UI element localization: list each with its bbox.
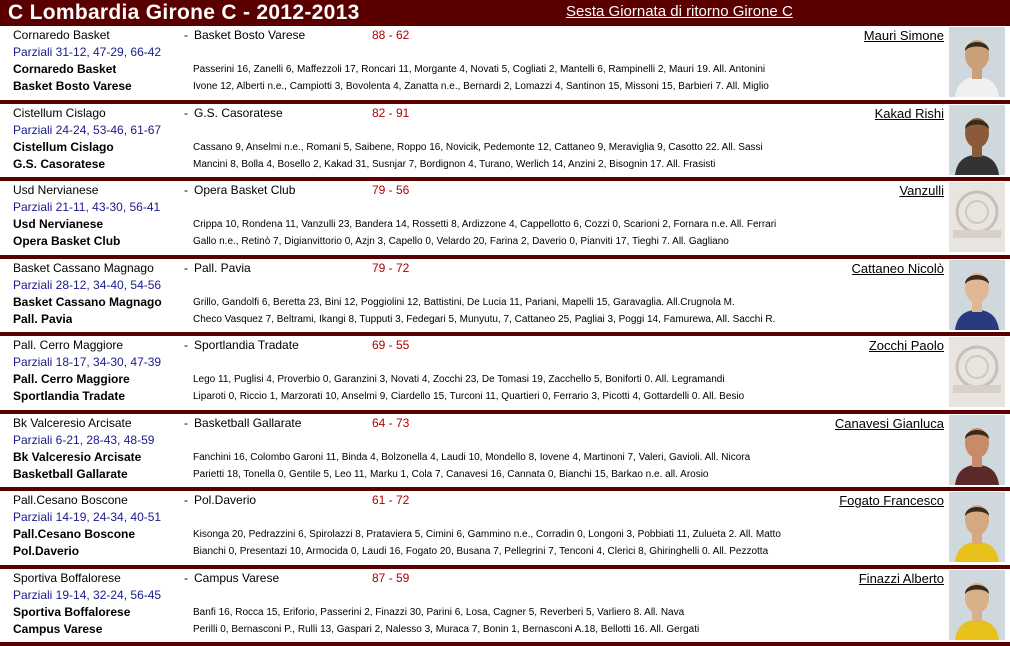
player-photo — [949, 260, 1005, 330]
away-team: Sportlandia Tradate — [194, 337, 299, 354]
quarter-scores: Parziali 31-12, 47-29, 66-42 — [13, 44, 161, 61]
mvp-link[interactable]: Vanzulli — [899, 182, 944, 199]
quarter-scores: Parziali 24-24, 53-46, 61-67 — [13, 122, 161, 139]
quarter-scores: Parziali 18-17, 34-30, 47-39 — [13, 354, 161, 371]
versus-dash: - — [184, 337, 188, 354]
game-block — [0, 104, 1010, 182]
away-team-name: Basketball Gallarate — [13, 466, 128, 483]
home-scorers: Grillo, Gandolfi 6, Beretta 23, Bini 12, Poggiolini 12, Battistini, De Lucia 11, Pariani, Mapelli 15, Garavaglia. All.Crugnola M. — [193, 294, 941, 311]
game-block — [0, 336, 1010, 414]
away-team: Basketball Gallarate — [194, 415, 301, 432]
away-team: G.S. Casoratese — [194, 105, 283, 122]
home-team: Usd Nervianese — [13, 182, 98, 199]
game-block — [0, 181, 1010, 259]
home-team-name: Sportiva Boffalorese — [13, 604, 130, 621]
mvp-link[interactable]: Finazzi Alberto — [859, 570, 944, 587]
home-team: Pall. Cerro Maggiore — [13, 337, 123, 354]
final-score: 79 - 72 — [372, 260, 409, 277]
final-score: 82 - 91 — [372, 105, 409, 122]
game-block — [0, 491, 1010, 569]
away-team: Opera Basket Club — [194, 182, 295, 199]
mvp-link[interactable]: Canavesi Gianluca — [835, 415, 944, 432]
final-score: 69 - 55 — [372, 337, 409, 354]
page-header — [0, 0, 1010, 26]
final-score: 87 - 59 — [372, 570, 409, 587]
home-team-name: Pall.Cesano Boscone — [13, 526, 135, 543]
home-team-name: Bk Valceresio Arcisate — [13, 449, 141, 466]
home-scorers: Kisonga 20, Pedrazzini 6, Spirolazzi 8, Prataviera 5, Cimini 6, Gammino n.e., Corradin 0, Longoni 3, Pobbiati 11, Zulueta 2. All. Matto — [193, 526, 941, 543]
away-scorers: Gallo n.e., Retinò 7, Digianvittorio 0, Azjn 3, Capello 0, Velardo 20, Farina 2, Daverio 0, Pianviti 17, Tieghi 7. All. Gagliano — [193, 233, 941, 250]
home-team-name: Pall. Cerro Maggiore — [13, 371, 130, 388]
away-scorers: Mancini 8, Bolla 4, Bosello 2, Kakad 31, Susnjar 7, Bordignon 4, Turano, Werlich 14, Anzini 2, Bisognin 17. All. Frasisti — [193, 156, 941, 173]
away-team: Basket Bosto Varese — [194, 27, 305, 44]
mvp-link[interactable]: Zocchi Paolo — [869, 337, 944, 354]
away-team-name: Pall. Pavia — [13, 311, 72, 328]
home-team: Cornaredo Basket — [13, 27, 110, 44]
home-scorers: Cassano 9, Anselmi n.e., Romani 5, Saibene, Roppo 16, Novicik, Pedemonte 12, Cattaneo 9, Meraviglia 9, Casotto 22. All. Sassi — [193, 139, 941, 156]
mvp-link[interactable]: Fogato Francesco — [839, 492, 944, 509]
home-team: Cistellum Cislago — [13, 105, 106, 122]
home-scorers: Fanchini 16, Colombo Garoni 11, Binda 4, Bolzonella 4, Laudi 10, Mondello 8, Iovene 4, Martinoni 7, Valeri, Gavioli. All. Nicora — [193, 449, 941, 466]
home-scorers: Lego 11, Puglisi 4, Proverbio 0, Garanzini 3, Novati 4, Zocchi 23, De Tomasi 19, Zacchello 5, Boniforti 0. All. Legramandi — [193, 371, 941, 388]
page-title: C Lombardia Girone C - 2012-2013 — [8, 1, 360, 25]
away-team-name: Campus Varese — [13, 621, 102, 638]
home-team-name: Cornaredo Basket — [13, 61, 116, 78]
versus-dash: - — [184, 570, 188, 587]
final-score: 61 - 72 — [372, 492, 409, 509]
versus-dash: - — [184, 182, 188, 199]
round-link[interactable]: Sesta Giornata di ritorno Girone C — [566, 3, 793, 20]
player-photo — [949, 105, 1005, 175]
home-team: Sportiva Boffalorese — [13, 570, 121, 587]
away-team-name: G.S. Casoratese — [13, 156, 105, 173]
away-team-name: Opera Basket Club — [13, 233, 120, 250]
home-team-name: Cistellum Cislago — [13, 139, 114, 156]
away-scorers: Bianchi 0, Presentazi 10, Armocida 0, Laudi 16, Fogato 20, Busana 7, Pellegrini 7, Tenconi 4, Clerici 8, Ghiringhelli 0. All. Pezzotta — [193, 543, 941, 560]
away-scorers: Ivone 12, Alberti n.e., Campiotti 3, Bovolenta 4, Zanatta n.e., Bernardi 2, Lomazzi 4, Santinon 15, Missoni 15, Barbieri 7. All. Miglio — [193, 78, 941, 95]
final-score: 79 - 56 — [372, 182, 409, 199]
player-photo — [949, 492, 1005, 562]
placeholder-logo-image — [949, 337, 1005, 407]
mvp-link[interactable]: Kakad Rishi — [875, 105, 944, 122]
away-team-name: Sportlandia Tradate — [13, 388, 125, 405]
final-score: 64 - 73 — [372, 415, 409, 432]
home-team: Basket Cassano Magnago — [13, 260, 154, 277]
home-team-name: Basket Cassano Magnago — [13, 294, 162, 311]
player-photo — [949, 415, 1005, 485]
versus-dash: - — [184, 415, 188, 432]
placeholder-logo-image — [949, 182, 1005, 252]
game-block — [0, 414, 1010, 492]
quarter-scores: Parziali 21-11, 43-30, 56-41 — [13, 199, 160, 216]
versus-dash: - — [184, 105, 188, 122]
away-scorers: Checo Vasquez 7, Beltrami, Ikangi 8, Tupputi 3, Fedegari 5, Munyutu, 7, Cattaneo 25, Pagliai 3, Poggi 14, Famurewa, All. Sacchi R. — [193, 311, 941, 328]
away-scorers: Parietti 18, Tonella 0, Gentile 5, Leo 11, Marku 1, Cola 7, Canavesi 16, Cannata 0, Bianchi 15, Barkao n.e. all. Arosio — [193, 466, 941, 483]
home-scorers: Banfi 16, Rocca 15, Eriforio, Passerini 2, Finazzi 30, Parini 6, Losa, Cagner 5, Reverberi 5, Varliero 8. All. Nava — [193, 604, 941, 621]
mvp-link[interactable]: Cattaneo Nicolò — [852, 260, 945, 277]
away-team-name: Basket Bosto Varese — [13, 78, 132, 95]
quarter-scores: Parziali 28-12, 34-40, 54-56 — [13, 277, 161, 294]
home-scorers: Passerini 16, Zanelli 6, Maffezzoli 17, Roncari 11, Morgante 4, Novati 5, Cogliati 2, Mantelli 6, Rampinelli 2, Mauri 19. All. Antonini — [193, 61, 941, 78]
quarter-scores: Parziali 6-21, 28-43, 48-59 — [13, 432, 154, 449]
away-team: Pol.Daverio — [194, 492, 256, 509]
versus-dash: - — [184, 27, 188, 44]
away-scorers: Perilli 0, Bernasconi P., Rulli 13, Gaspari 2, Nalesso 3, Muraca 7, Bonin 1, Bernasconi A.18, Bellotti 16. All. Gergati — [193, 621, 941, 638]
away-team: Campus Varese — [194, 570, 279, 587]
game-block — [0, 259, 1010, 337]
home-scorers: Crippa 10, Rondena 11, Vanzulli 23, Bandera 14, Rossetti 8, Ardizzone 4, Cappellotto 6, Cozzi 0, Scarioni 2, Fornara n.e. All. Ferrari — [193, 216, 941, 233]
home-team: Bk Valceresio Arcisate — [13, 415, 132, 432]
mvp-link[interactable]: Mauri Simone — [864, 27, 944, 44]
game-block — [0, 26, 1010, 104]
quarter-scores: Parziali 14-19, 24-34, 40-51 — [13, 509, 161, 526]
versus-dash: - — [184, 260, 188, 277]
quarter-scores: Parziali 19-14, 32-24, 56-45 — [13, 587, 161, 604]
away-scorers: Liparoti 0, Riccio 1, Marzorati 10, Anselmi 9, Ciardello 15, Turconi 11, Quartieri 0, Ferrario 3, Picotti 4, Gottardelli 0. All. Besio — [193, 388, 941, 405]
home-team-name: Usd Nervianese — [13, 216, 103, 233]
games-list — [0, 26, 1010, 646]
final-score: 88 - 62 — [372, 27, 409, 44]
player-photo — [949, 570, 1005, 640]
away-team: Pall. Pavia — [194, 260, 251, 277]
player-photo — [949, 27, 1005, 97]
home-team: Pall.Cesano Boscone — [13, 492, 128, 509]
game-block — [0, 569, 1010, 646]
away-team-name: Pol.Daverio — [13, 543, 79, 560]
versus-dash: - — [184, 492, 188, 509]
